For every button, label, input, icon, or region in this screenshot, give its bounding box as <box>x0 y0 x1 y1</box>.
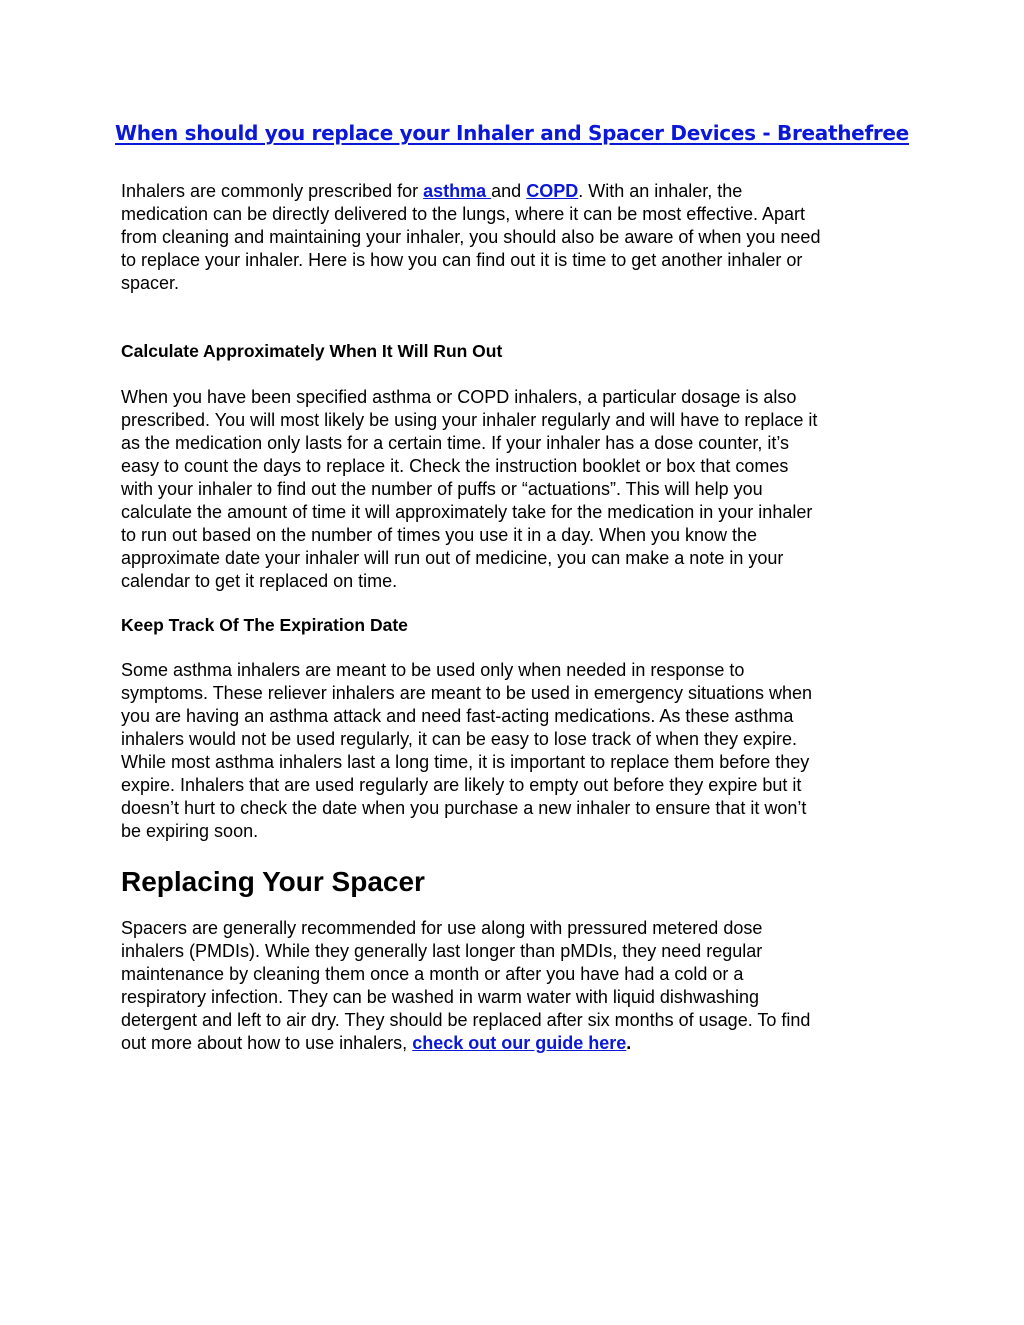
intro-text-start: Inhalers are commonly prescribed for <box>121 181 424 201</box>
intro-paragraph <box>121 180 911 295</box>
asthma-link[interactable]: asthma <box>423 181 492 201</box>
section-heading-run-out: Calculate Approximately When It Will Run Out <box>121 341 503 361</box>
guide-link[interactable]: check out our guide here <box>412 1033 627 1053</box>
section-body-run-out: When you have been specified asthma or COPD inhalers, a particular dosage is also prescribed. You will most likely be using your inhaler regularly and will have to replace it as the medication only lasts for a certain time. If your inhaler has a dose counter, it’s easy to count the days to replace it. Check the instruction booklet or box that comes with your inhaler to find out the number of puffs or “actuations”. This will help you calculate the amount of time it will approximately take for the medication in your inhaler to run out based on the number of times you use it in a day. When you know the approximate date your inhaler will run out of medicine, you can make a note in your calendar to get it replaced on time. <box>121 387 818 591</box>
spacer-text: Spacers are generally recommended for use along with pressured metered dose inhalers (PMDIs). While they generally last longer than pMDIs, they need regular maintenance by cleaning them once a month or after you have had a cold or a respiratory infection. They can be washed in warm water with liquid dishwashing detergent and left to air dry. They should be replaced after six months of usage. To find out more about how to use inhalers, <box>121 918 811 1053</box>
intro-text-rest: . With an inhaler, the medication can be directly delivered to the lungs, where it can be most effective. Apart from cleaning and maintaining your inhaler, you should also be aware of when you need to replace your inhaler. Here is how you can find out it is time to get another inhaler or spacer. <box>121 181 821 293</box>
title-link[interactable]: When should you replace your Inhaler and Spacer Devices - Breathefree <box>115 121 909 145</box>
page-title <box>0 118 1024 148</box>
section-body-expiration: Some asthma inhalers are meant to be used only when needed in response to symptoms. These reliever inhalers are meant to be used in emergency situations when you are having an asthma attack and need fast-acting medications. As these asthma inhalers would not be used regularly, it can be easy to lose track of when they expire. While most asthma inhalers last a long time, it is important to replace them before they expire. Inhalers that are used regularly are likely to empty out before they expire but it doesn’t hurt to check the date when you purchase a new inhaler to ensure that it won’t be expiring soon. <box>121 660 813 841</box>
section-body-spacer <box>121 917 911 1055</box>
article-body <box>121 180 911 1055</box>
section-heading-expiration: Keep Track Of The Expiration Date <box>121 615 408 635</box>
intro-and-text: and <box>491 181 527 201</box>
spacer-text-end: . <box>626 1033 632 1053</box>
copd-link[interactable]: COPD <box>526 181 579 201</box>
section-heading-spacer: Replacing Your Spacer <box>121 866 425 897</box>
